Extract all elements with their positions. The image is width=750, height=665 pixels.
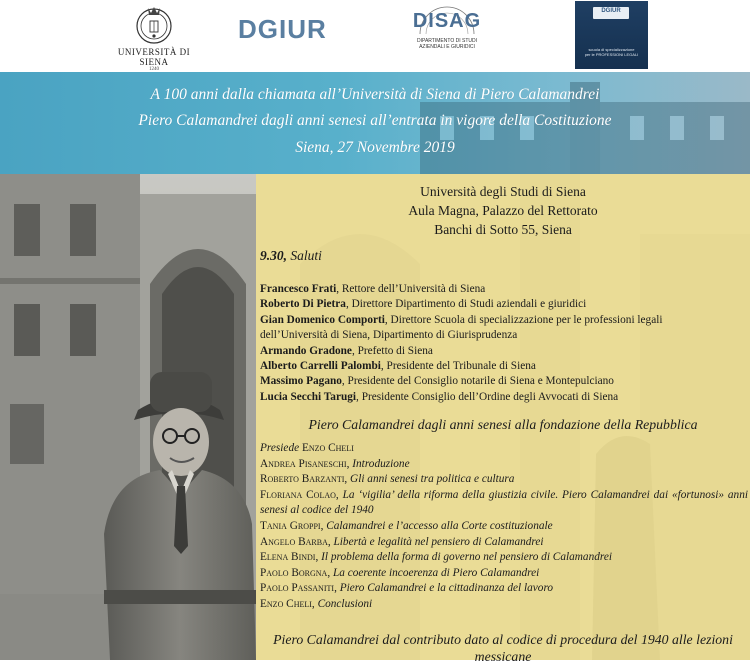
talk-item: Angelo Barba, Libertà e legalità nel pensiero di Calamandrei <box>260 535 544 548</box>
saluti-label: Saluti <box>290 248 322 263</box>
saluti-name: Lucia Secchi Tarugi <box>260 390 357 403</box>
saluti-role: , Direttore Dipartimento di Studi aziendali e giuridici <box>345 298 587 311</box>
saluti-name: Roberto Di Pietra <box>260 298 346 311</box>
saluti-item <box>260 390 748 405</box>
unisi-name: UNIVERSITÀ DI SIENA <box>117 47 191 67</box>
logo-header <box>0 0 750 72</box>
chair-name: Enzo Cheli <box>301 442 354 454</box>
university-of-siena-logo <box>112 2 196 70</box>
talk-item: Floriana Colao, La ‘vigilia’ della riforma della giustizia civile. Piero Calamandrei dai «fortunosi» anni senesi al codice del 1940 <box>260 488 748 517</box>
saluti-item <box>260 313 748 328</box>
saluti-item <box>260 359 748 374</box>
saluti-item <box>260 328 748 343</box>
talk-speaker: Angelo Barba <box>260 535 328 548</box>
saluti-item <box>260 297 748 312</box>
venue-hall: Aula Magna, Palazzo del Rettorato <box>408 203 598 218</box>
talk-title: Piero Calamandrei e la cittadinanza del lavoro <box>339 582 554 595</box>
venue-university: Università degli Studi di Siena <box>420 184 586 199</box>
disag-word: DISAG <box>412 10 482 32</box>
saluti-time: 9.30, <box>260 248 287 263</box>
talk-title: Gli anni senesi tra politica e cultura <box>350 473 515 486</box>
talk-title: Conclusioni <box>317 597 373 610</box>
saluti-item <box>260 282 748 297</box>
saluti-item <box>260 374 748 389</box>
venue-address: Banchi di Sotto 55, Siena <box>434 222 572 237</box>
saluti-role: , Direttore Scuola di specializzazione per le professioni legali <box>384 313 663 326</box>
section-1-program <box>260 441 748 613</box>
saluti-name: Gian Domenico Comporti <box>260 313 385 326</box>
venue-block <box>256 182 750 239</box>
talk-title: Calamandrei e l’accesso alla Corte costituzionale <box>326 519 553 532</box>
spec-badge <box>593 7 629 19</box>
saluti-list <box>260 282 748 405</box>
saluti-heading <box>260 248 322 264</box>
talk-title: Introduzione <box>352 457 410 470</box>
talk-speaker: Paolo Passaniti <box>260 582 335 595</box>
disag-sub-1: DIPARTIMENTO DI STUDI <box>416 38 477 44</box>
saluti-role: , Presidente Consiglio dell’Ordine degli Avvocati di Siena <box>356 390 619 403</box>
saluti-role: , Rettore dell’Università di Siena <box>336 283 486 295</box>
siena-seal-icon <box>132 2 176 46</box>
talk-item: Tania Groppi, Calamandrei e l’accesso alla Corte costituzionale <box>260 519 553 532</box>
saluti-item <box>260 344 748 359</box>
talk-speaker: Andrea Pisaneschi <box>260 457 347 470</box>
banner-date: Siena, 27 Novembre 2019 <box>295 139 455 156</box>
talk-item: Paolo Borgna, La coerente incoerenza di Piero Calamandrei <box>260 566 540 579</box>
talk-item: Paolo Passaniti, Piero Calamandrei e la cittadinanza del lavoro <box>260 582 554 595</box>
chair-label: Presiede <box>260 442 300 454</box>
talk-item: Andrea Pisaneschi, Introduzione <box>260 457 410 470</box>
talk-title: La ‘vigilia’ della riforma della giustizia civile. Piero Calamandrei dai «fortunosi» anni senesi al codice del 1940 <box>260 488 748 517</box>
talk-title: La coerente incoerenza di Piero Calamandrei <box>332 566 540 579</box>
talk-speaker: Floriana Colao <box>260 488 336 501</box>
spec-text-1: scuola di specializzazione <box>588 47 635 52</box>
talk-title: Libertà e legalità nel pensiero di Calamandrei <box>333 535 544 548</box>
dgiur-logo: DGIUR <box>238 14 327 44</box>
talk-title: Il problema della forma di governo nel pensiero di Calamandrei <box>321 551 613 564</box>
saluti-name: Alberto Carrelli Palombi <box>260 360 381 373</box>
unisi-year: 1240 <box>149 67 159 72</box>
saluti-name: Armando Gradone <box>260 344 352 357</box>
specialization-school-logo <box>575 1 648 69</box>
talk-speaker: Roberto Barzanti <box>260 473 345 486</box>
talk-speaker: Tania Groppi <box>260 519 321 532</box>
section-2-title: Piero Calamandrei dal contributo dato al codice di procedura del 1940 alle lezioni messicane <box>273 632 733 664</box>
saluti-role: , Presidente del Consiglio notarile di Siena e Montepulciano <box>341 375 614 388</box>
saluti-name: Francesco Frati <box>260 283 337 295</box>
spec-badge-text: DGIUR <box>601 8 621 14</box>
saluti-role: dell’Università di Siena, Dipartimento di Giurisprudenza <box>260 329 518 342</box>
spec-text-2: per le PROFESSIONI LEGALI <box>584 52 639 57</box>
saluti-role: , Presidente del Tribunale di Siena <box>380 360 536 373</box>
disag-logo <box>404 2 490 50</box>
saluti-role: , Prefetto di Siena <box>351 344 433 357</box>
spec-text <box>578 47 645 57</box>
disag-sub-2: AZIENDALI E GIURIDICI <box>419 44 475 50</box>
talk-speaker: Enzo Cheli <box>260 597 312 610</box>
banner-line-1: A 100 anni dalla chiamata all’Università di Siena di Piero Calamandrei <box>150 86 600 103</box>
talk-item: Roberto Barzanti, Gli anni senesi tra politica e cultura <box>260 473 515 486</box>
banner-line-2: Piero Calamandrei dagli anni senesi all’entrata in vigore della Costituzione <box>138 112 612 129</box>
talk-item: Elena Bindi, Il problema della forma di governo nel pensiero di Calamandrei <box>260 551 613 564</box>
talk-speaker: Elena Bindi <box>260 551 316 564</box>
program-panel <box>256 174 750 664</box>
talk-item: Enzo Cheli, Conclusioni <box>260 597 373 610</box>
title-banner <box>0 72 750 174</box>
talk-speaker: Paolo Borgna <box>260 566 328 579</box>
saluti-name: Massimo Pagano <box>260 375 342 388</box>
section-1-title: Piero Calamandrei dagli anni senesi alla fondazione della Repubblica <box>308 417 698 432</box>
chair-line <box>260 441 748 457</box>
